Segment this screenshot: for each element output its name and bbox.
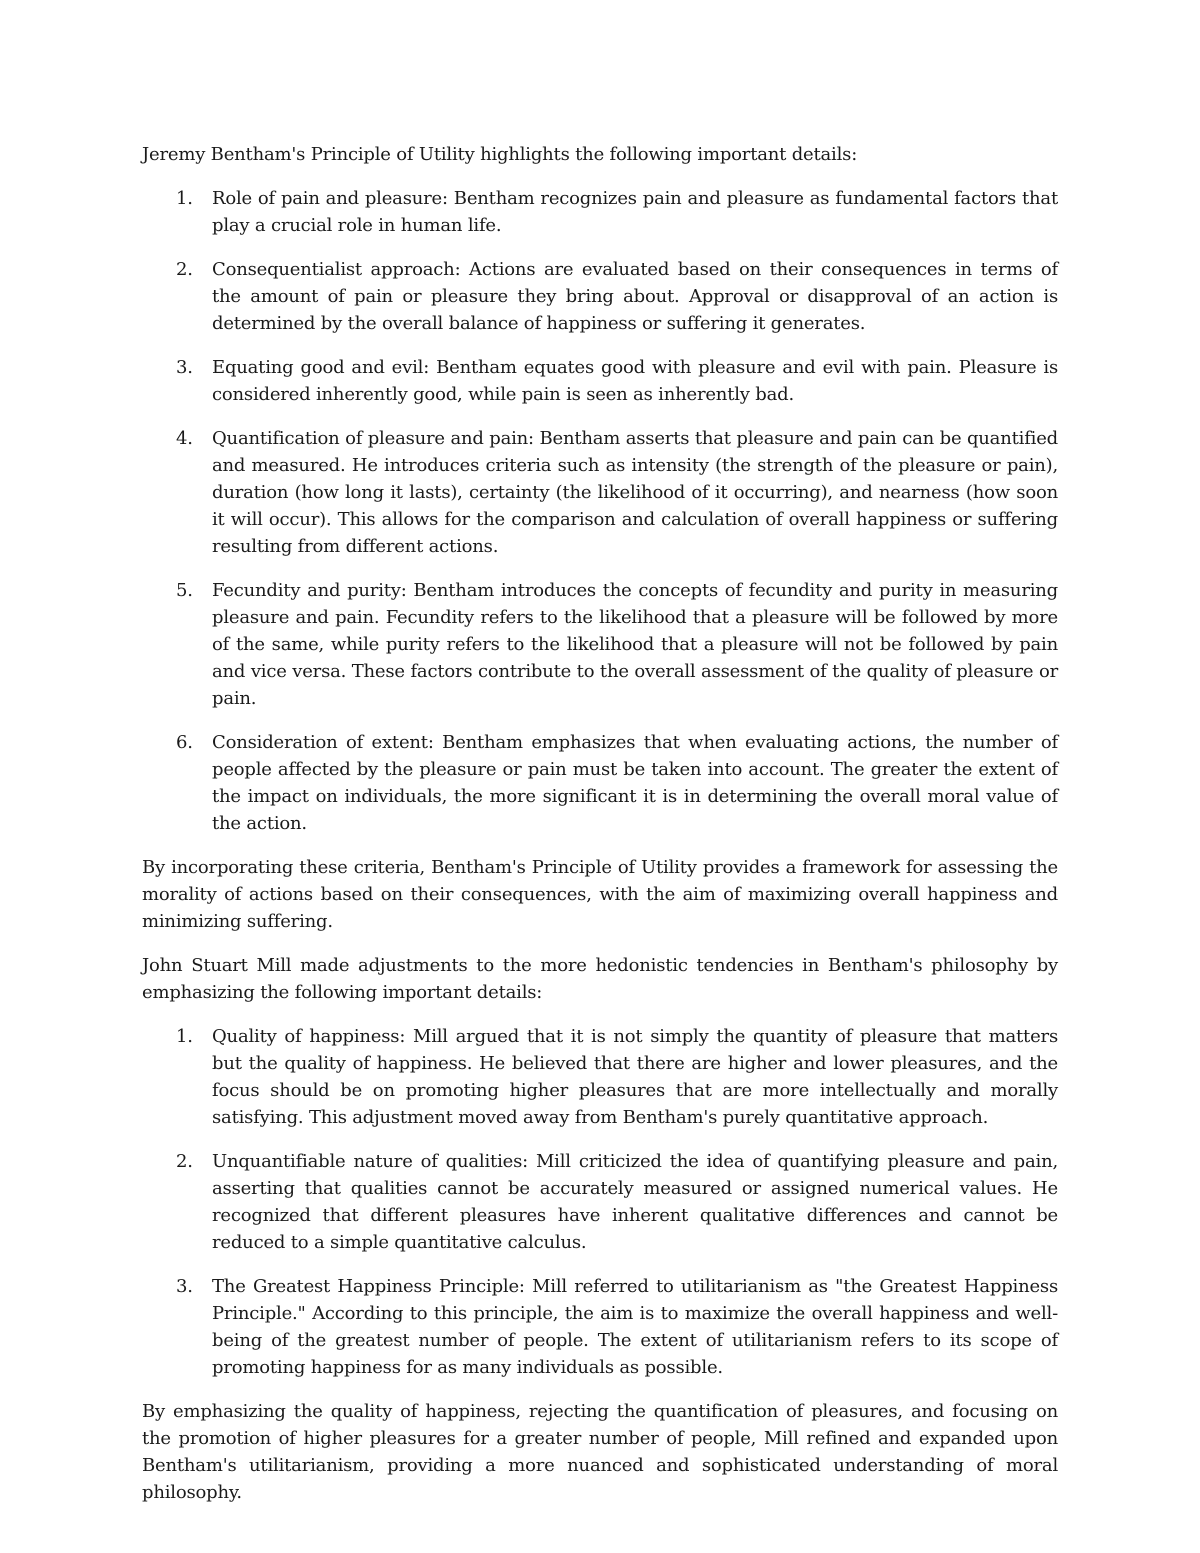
bentham-intro-paragraph: Jeremy Bentham's Principle of Utility highlights the following important details: [142,144,858,165]
list-item-number: 5. [176,580,193,601]
bentham-points-list [142,185,1058,837]
list-item [142,256,1058,337]
list-item [142,354,1058,408]
mill-summary-paragraph: By emphasizing the quality of happiness, rejecting the quantification of pleasures, and focusing on the promotion of higher pleasures for a greater number of people, Mill refined and expanded upon Bentham's utilitarianism, providing a more nuanced and sophisticated understanding of moral philosophy. [142,1401,1058,1503]
bentham-summary-paragraph: By incorporating these criteria, Bentham's Principle of Utility provides a framework for assessing the morality of actions based on their consequences, with the aim of maximizing overall happiness and minimizing suffering. [142,857,1058,932]
list-item-text: Consideration of extent: Bentham emphasizes that when evaluating actions, the number of people affected by the pleasure or pain must be taken into account. The greater the extent of the impact on individuals, the more significant it is in determining the overall moral value of the action. [212,732,1058,834]
list-item-number: 2. [176,259,193,280]
mill-points-list [142,1023,1058,1381]
list-item-text: Role of pain and pleasure: Bentham recognizes pain and pleasure as fundamental factors that play a crucial role in human life. [212,188,1058,236]
list-item-text: Unquantifiable nature of qualities: Mill criticized the idea of quantifying pleasure and pain, asserting that qualities cannot be accurately measured or assigned numerical values. He recognized that different pleasures have inherent qualitative differences and cannot be reduced to a simple quantitative calculus. [212,1151,1058,1253]
list-item [142,1273,1058,1381]
list-item [142,185,1058,239]
list-item [142,1023,1058,1131]
list-item [142,1148,1058,1256]
list-item-text: Quantification of pleasure and pain: Bentham asserts that pleasure and pain can be quantified and measured. He introduces criteria such as intensity (the strength of the pleasure or pain), duration (how long it lasts), certainty (the likelihood of it occurring), and nearness (how soon it will occur). This allows for the comparison and calculation of overall happiness or suffering resulting from different actions. [212,428,1058,557]
list-item-number: 3. [176,1276,193,1297]
list-item-number: 1. [176,1026,193,1047]
document-body [142,141,1058,1523]
list-item [142,425,1058,560]
list-item-number: 1. [176,188,193,209]
list-item-number: 4. [176,428,193,449]
mill-intro-paragraph: John Stuart Mill made adjustments to the more hedonistic tendencies in Bentham's philosophy by emphasizing the following important details: [142,955,1058,1003]
list-item-text: Equating good and evil: Bentham equates good with pleasure and evil with pain. Pleasure is considered inherently good, while pain is seen as inherently bad. [212,357,1058,405]
list-item-text: Consequentialist approach: Actions are evaluated based on their consequences in terms of the amount of pain or pleasure they bring about. Approval or disapproval of an action is determined by the overall balance of happiness or suffering it generates. [212,259,1058,334]
list-item-number: 3. [176,357,193,378]
list-item-text: Fecundity and purity: Bentham introduces the concepts of fecundity and purity in measuring pleasure and pain. Fecundity refers to the likelihood that a pleasure will be followed by more of the same, while purity refers to the likelihood that a pleasure will not be followed by pain and vice versa. These factors contribute to the overall assessment of the quality of pleasure or pain. [212,580,1058,709]
list-item-text: The Greatest Happiness Principle: Mill referred to utilitarianism as "the Greatest Happiness Principle." According to this principle, the aim is to maximize the overall happiness and well-being of the greatest number of people. The extent of utilitarianism refers to its scope of promoting happiness for as many individuals as possible. [212,1276,1058,1378]
list-item-number: 6. [176,732,193,753]
list-item [142,577,1058,712]
list-item-text: Quality of happiness: Mill argued that it is not simply the quantity of pleasure that matters but the quality of happiness. He believed that there are higher and lower pleasures, and the focus should be on promoting higher pleasures that are more intellectually and morally satisfying. This adjustment moved away from Bentham's purely quantitative approach. [212,1026,1058,1128]
list-item-number: 2. [176,1151,193,1172]
list-item [142,729,1058,837]
